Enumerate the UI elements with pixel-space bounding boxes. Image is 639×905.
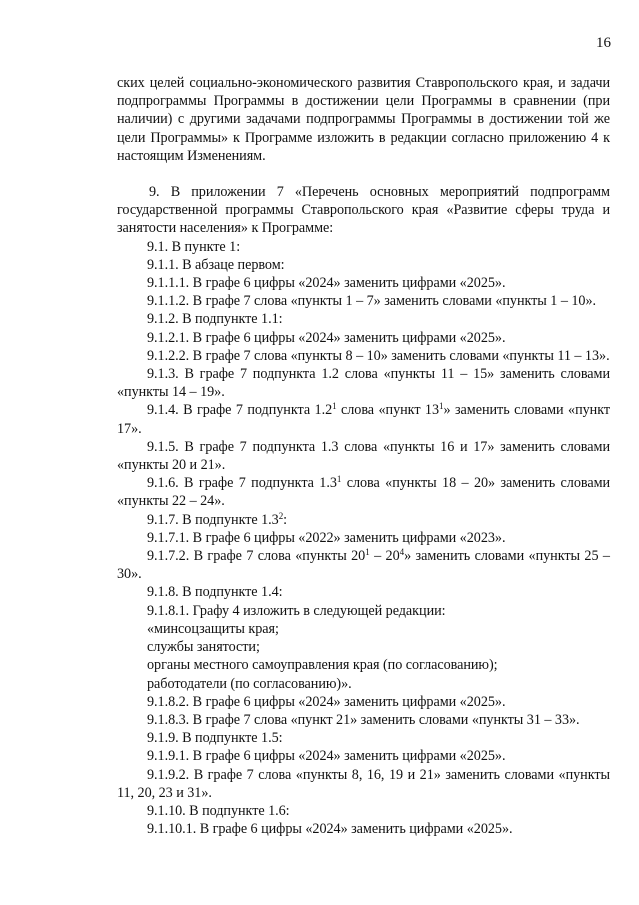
quote-line-1: «минсоцзащиты края;: [147, 620, 279, 637]
item-9-1-2-1: 9.1.2.1. В графе 6 цифры «2024» заменить цифрами «2025».: [147, 329, 506, 346]
item-9-1-6: 9.1.6. В графе 7 подпункта $1.3^1$ слова «пункты 18 – 20» заменить словами «пункты 22 – 24».: [117, 474, 611, 510]
quote-line-3: органы местного самоуправления края (по согласованию);: [147, 657, 498, 674]
item-9-1-9-2: 9.1.9.2. В графе 7 слова «пункты 8, 16, 19 и 21» заменить словами «пункты 11, 20, 23 и 31».: [117, 766, 610, 801]
item-9-1-5: 9.1.5. В графе 7 подпункта 1.3 слова «пункты 16 и 17» заменить словами «пункты 20 и 21».: [117, 438, 610, 474]
quote-line-4: работодатели (по согласованию)».: [147, 675, 352, 692]
item-9-1-3: 9.1.3. В графе 7 подпункта 1.2 слова «пункты 11 – 15» заменить словами «пункты 14 – 19».: [117, 366, 610, 401]
paragraph-gap: [117, 165, 610, 183]
item-9-1-1: 9.1.1. В абзаце первом:: [147, 256, 285, 273]
item-9-1-1-2: 9.1.1.2. В графе 7 слова «пункты 1 – 7» заменить словами «пункты 1 – 10».: [147, 293, 596, 310]
item-9-1-9: 9.1.9. В подпункте 1.5:: [147, 730, 283, 747]
document-body: [117, 74, 610, 838]
item-9-1-9-1: 9.1.9.1. В графе 6 цифры «2024» заменить цифрами «2025».: [147, 748, 506, 765]
item-9-1-2: 9.1.2. В подпункте 1.1:: [147, 311, 283, 328]
item-9-1-1-1: 9.1.1.1. В графе 6 цифры «2024» заменить цифрами «2025».: [147, 275, 506, 292]
item-9-1-8-2: 9.1.8.2. В графе 6 цифры «2024» заменить цифрами «2025».: [147, 693, 506, 710]
item-9-1-8: 9.1.8. В подпункте 1.4:: [147, 584, 283, 601]
page-number: 16: [596, 35, 611, 51]
item-9-1-7-1: 9.1.7.1. В графе 6 цифры «2022» заменить цифрами «2023».: [147, 529, 506, 546]
intro-paragraph: ских целей социально-экономического развития Ставропольского края, и задачи подпрограммы Программы в достижении цели Программы в сравнении (при наличии) с другими задачами подпрограммы Программы в достижении той же цели Программы» к Программе изложить в редакции согласно приложению 4 к настоящим Изменениям.: [117, 75, 610, 164]
item-9: 9. В приложении 7 «Перечень основных мероприятий подпрограмм государственной программы Ставропольского края «Развитие сферы труда и занятости населения» к Программе:: [117, 184, 610, 237]
item-9-1-7: 9.1.7. В подпункте $1.3^2$:: [147, 510, 288, 528]
quote-line-2: службы занятости;: [147, 639, 260, 656]
item-9-1-10-1: 9.1.10.1. В графе 6 цифры «2024» заменить цифрами «2025».: [147, 821, 513, 838]
item-9-1-8-1: 9.1.8.1. Графу 4 изложить в следующей редакции:: [147, 602, 446, 619]
item-9-1-4: 9.1.4. В графе 7 подпункта $1.2^1$ слова «пункт $13^1$» заменить словами «пункт 17».: [117, 401, 611, 437]
item-9-1-10: 9.1.10. В подпункте 1.6:: [147, 802, 290, 819]
item-9-1: 9.1. В пункте 1:: [147, 238, 241, 255]
item-9-1-8-3: 9.1.8.3. В графе 7 слова «пункт 21» заменить словами «пункты 31 – 33».: [147, 711, 580, 728]
item-9-1-2-2: 9.1.2.2. В графе 7 слова «пункты 8 – 10» заменить словами «пункты 11 – 13».: [147, 347, 610, 364]
item-9-1-7-2: 9.1.7.2. В графе 7 слова «пункты $20^1 - 20^4$» заменить словами «пункты 25 – 30».: [117, 547, 610, 583]
